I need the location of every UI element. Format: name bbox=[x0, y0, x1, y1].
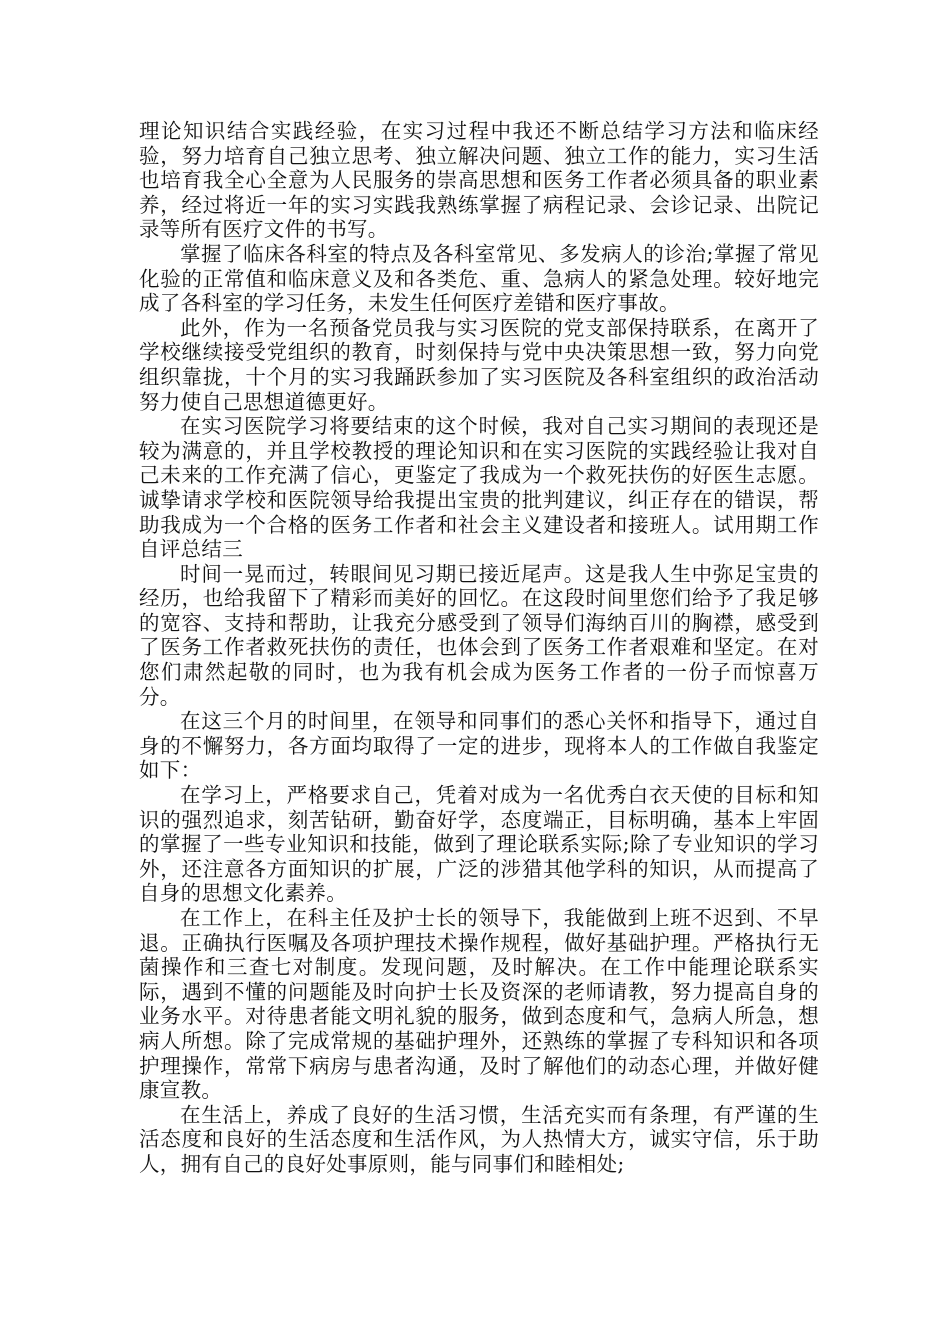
paragraph-7: 在学习上，严格要求自己，凭着对成为一名优秀白衣天使的目标和知识的强烈追求，刻苦钻研，勤奋好学，态度端正，目标明确，基本上牢固的掌握了一些专业知识和技能，做到了理论联系实际;除了专业知识的学习外，还注意各方面知识的扩展，广泛的涉猎其他学科的知识，从而提高了自身的思想文化素养。 bbox=[139, 783, 819, 906]
paragraph-2: 掌握了临床各科室的特点及各科室常见、多发病人的诊治;掌握了常见化验的正常值和临床意义及和各类危、重、急病人的紧急处理。较好地完成了各科室的学习任务，未发生任何医疗差错和医疗事故。 bbox=[139, 241, 819, 316]
paragraph-8: 在工作上，在科主任及护士长的领导下，我能做到上班不迟到、不早退。正确执行医嘱及各项护理技术操作规程，做好基础护理。严格执行无菌操作和三查七对制度。发现问题，及时解决。在工作中能理论联系实际，遇到不懂的问题能及时向护士长及资深的老师请教，努力提高自身的业务水平。对待患者能文明礼貌的服务，做到态度和气，急病人所急，想病人所想。除了完成常规的基础护理外，还熟练的掌握了专科知识和各项护理操作，常常下病房与患者沟通，及时了解他们的动态心理，并做好健康宣教。 bbox=[139, 906, 819, 1103]
paragraph-1: 理论知识结合实践经验，在实习过程中我还不断总结学习方法和临床经验，努力培育自己独立思考、独立解决问题、独立工作的能力，实习生活也培育我全心全意为人民服务的崇高思想和医务工作者必须具备的职业素养，经过将近一年的实习实践我熟练掌握了病程记录、会诊记录、出院记录等所有医疗文件的书写。 bbox=[139, 119, 819, 242]
paragraph-6: 在这三个月的时间里，在领导和同事们的悉心关怀和指导下，通过自身的不懈努力，各方面均取得了一定的进步，现将本人的工作做自我鉴定如下： bbox=[139, 709, 819, 783]
paragraph-4: 在实习医院学习将要结束的这个时候，我对自己实习期间的表现还是较为满意的，并且学校教授的理论知识和在实习医院的实践经验让我对自己未来的工作充满了信心，更鉴定了我成为一个救死扶伤的好医生志愿。诚挚请求学校和医院领导给我提出宝贵的批判建议，纠正存在的错误，帮助我成为一个合格的医务工作者和社会主义建设者和接班人。试用期工作自评总结三 bbox=[139, 414, 819, 562]
paragraph-9: 在生活上，养成了良好的生活习惯，生活充实而有条理，有严谨的生活态度和良好的生活态度和生活作风，为人热情大方，诚实守信，乐于助人，拥有自己的良好处事原则，能与同事们和睦相处; bbox=[139, 1102, 819, 1176]
document-body bbox=[139, 119, 819, 1177]
paragraph-5: 时间一晃而过，转眼间见习期已接近尾声。这是我人生中弥足宝贵的经历，也给我留下了精彩而美好的回忆。在这段时间里您们给予了我足够的宽容、支持和帮助，让我充分感受到了领导们海纳百川的胸襟，感受到了医务工作者救死扶伤的责任，也体会到了医务工作者艰难和坚定。在对您们肃然起敬的同时，也为我有机会成为医务工作者的一份子而惊喜万分。 bbox=[139, 561, 819, 709]
paragraph-3: 此外，作为一名预备党员我与实习医院的党支部保持联系，在离开了学校继续接受党组织的教育，时刻保持与党中央决策思想一致，努力向党组织靠拢，十个月的实习我踊跃参加了实习医院及各科室组织的政治活动努力使自己思想道德更好。 bbox=[139, 315, 819, 414]
